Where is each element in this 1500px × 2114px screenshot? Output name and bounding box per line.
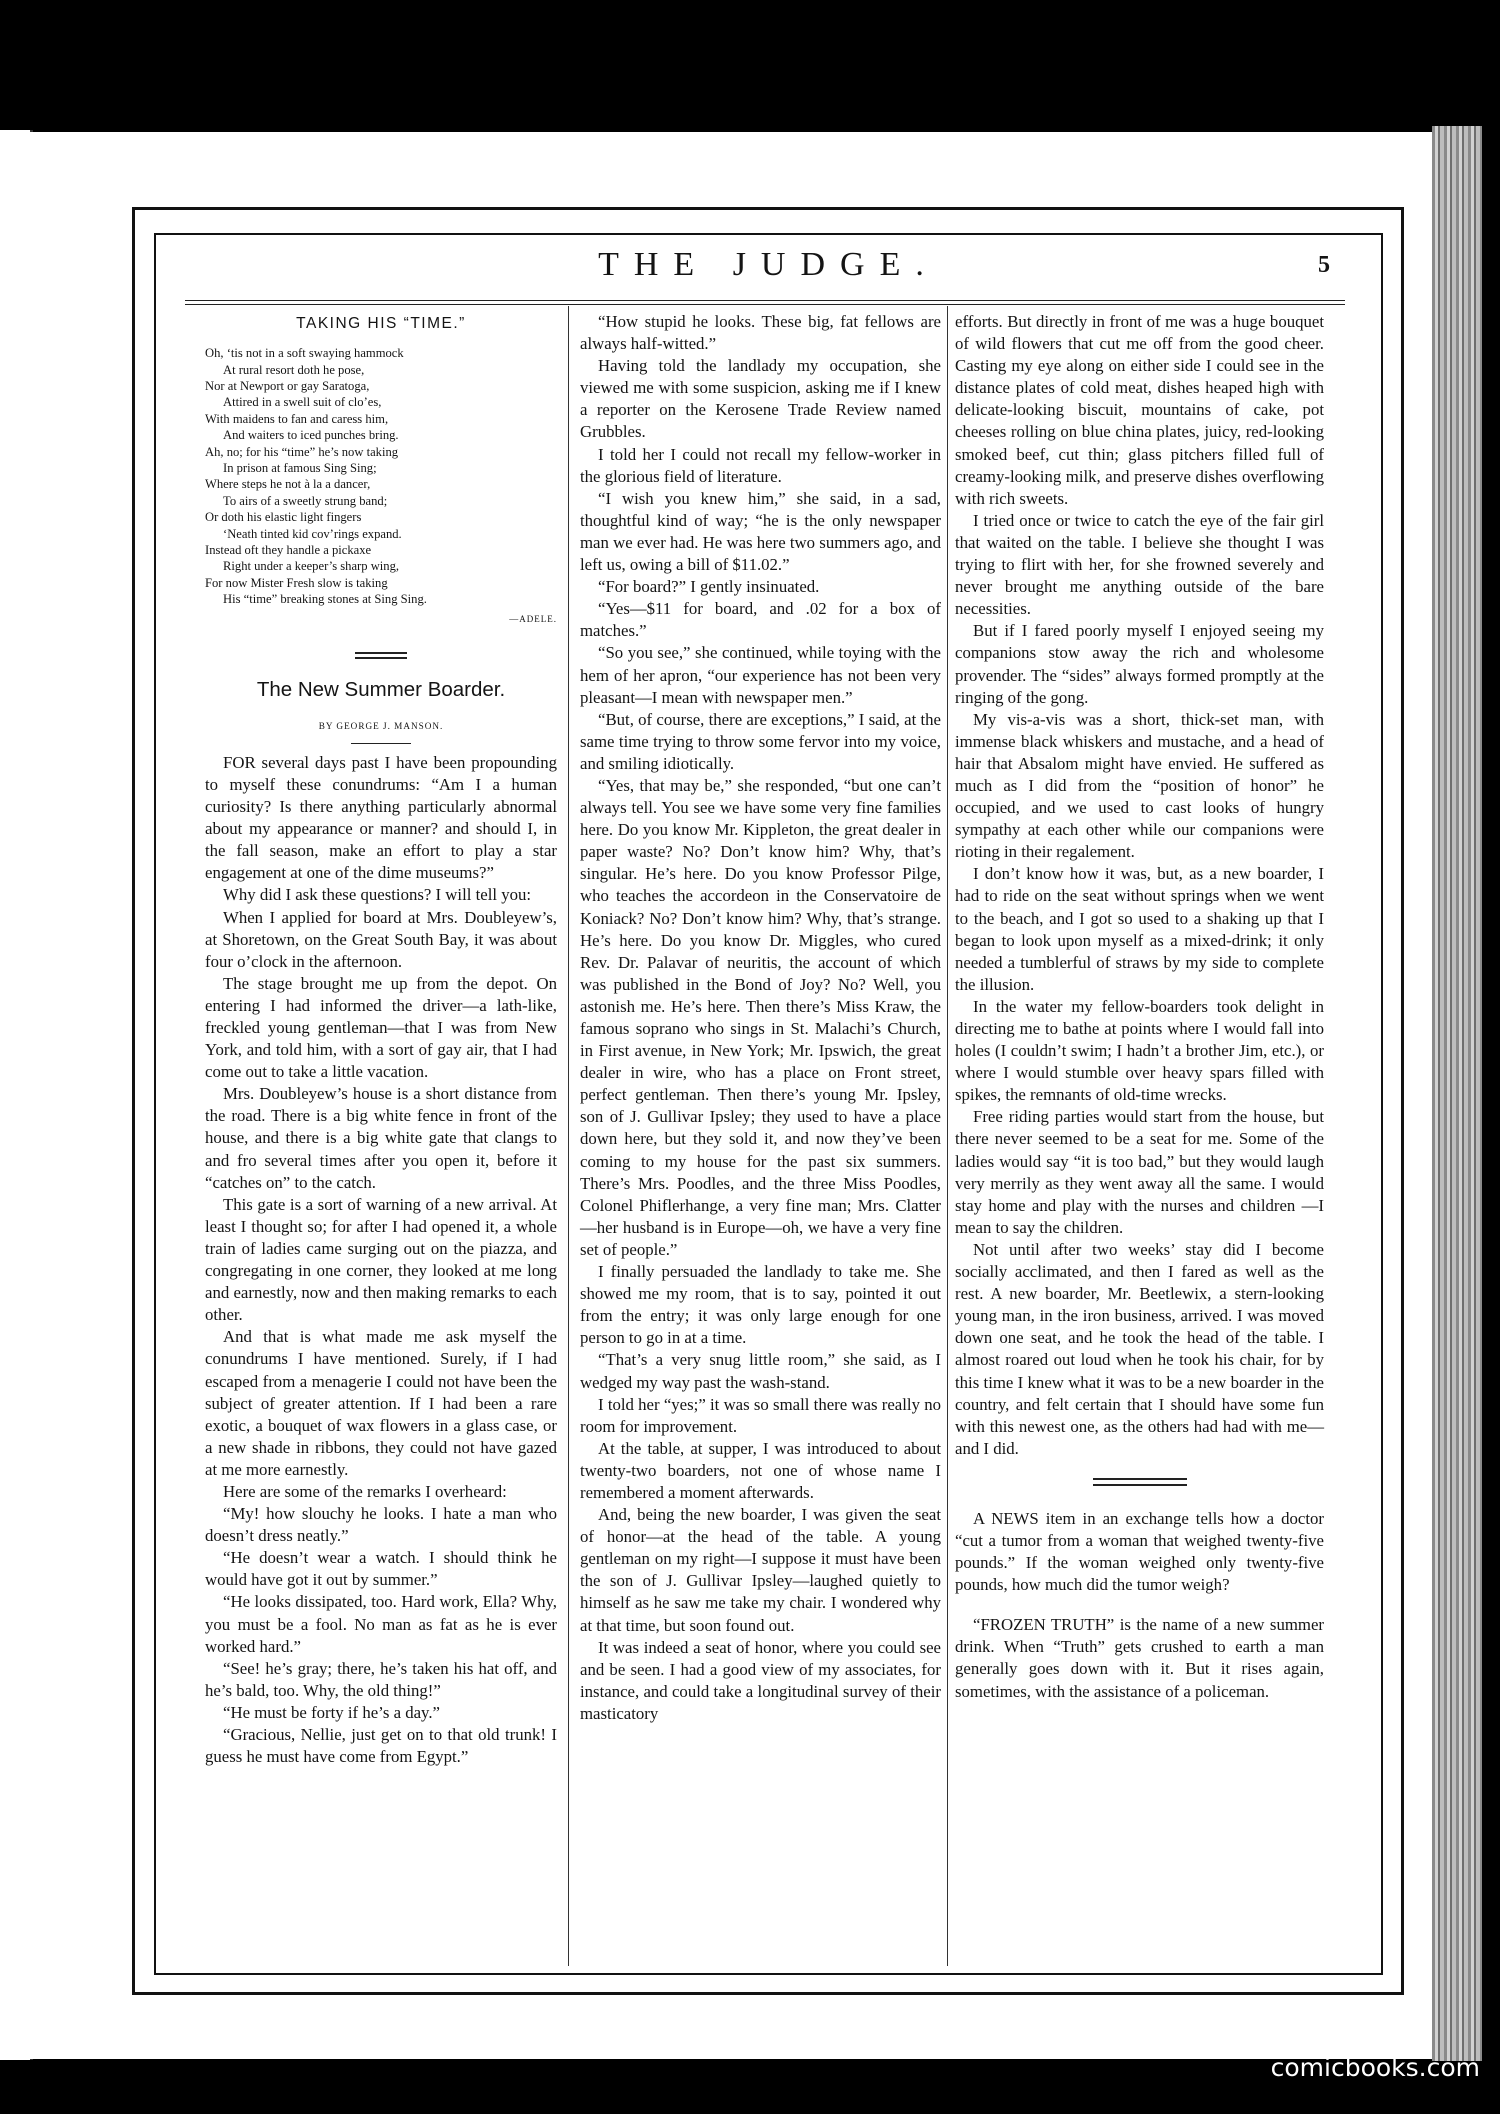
- article-paragraph: Having told the landlady my occupation, she viewed me with some suspicion, asking me if I knew a reporter on the Kerosene Trade Review named Grubbles.: [580, 356, 941, 442]
- article-paragraph: The stage brought me up from the depot. On entering I had informed the driver—a lath-like, freckled young gentleman—that I was from New York, and told him, with a sort of gay air, that I had come out to take a little vacation.: [205, 973, 557, 1082]
- poem-line: At rural resort doth he pose,: [223, 362, 365, 377]
- poem-line: For now Mister Fresh slow is taking: [205, 575, 388, 590]
- article-column-1: [205, 752, 557, 1768]
- article-paragraph: Mrs. Doubleyew’s house is a short distance from the road. There is a big white fence in front of the house, and there is a big white gate that clangs to and fro several times after you open it, before it “catches on” to the catch.: [205, 1084, 557, 1192]
- article-paragraph: And that is what made me ask myself the conundrums I have mentioned. Surely, if I had escaped from a menagerie I could not have been the subject of greater attention. If I had been a rare exotic, a bouquet of wax flowers in a glass case, or a new shade in ribbons, they could not have gazed at me more earnestly.: [205, 1327, 557, 1479]
- poem-line: To airs of a sweetly strung band;: [223, 493, 388, 508]
- article-paragraph: “But, of course, there are exceptions,” I said, at the same time trying to throw some fervor into my voice, and smiling idiotically.: [580, 709, 941, 773]
- article-paragraph: “Yes—$11 for board, and .02 for a box of matches.”: [580, 599, 941, 641]
- article-paragraph: “How stupid he looks. These big, fat fellows are always half-witted.”: [580, 312, 941, 354]
- book-edge: [1432, 126, 1482, 2061]
- news-item: A NEWS item in an exchange tells how a doctor “cut a tumor from a woman that weighed twenty-five pounds.” If the woman weighed only twenty-five pounds, how much did the tumor weigh?: [955, 1508, 1324, 1595]
- section-divider: [355, 652, 407, 659]
- article-paragraph: I told her I could not recall my fellow-worker in the glorious field of literature.: [580, 444, 941, 486]
- byline-rule: [351, 743, 411, 744]
- page-number: 5: [1318, 252, 1330, 278]
- poem-title: TAKING HIS “TIME.”: [296, 315, 466, 332]
- poem-line: Where steps he not à la a dancer,: [205, 477, 371, 492]
- frozen-truth-item: “FROZEN TRUTH” is the name of a new summer drink. When “Truth” gets crushed to earth a man generally goes down with it. But it rises again, sometimes, with the assistance of a policeman.: [955, 1615, 1324, 1701]
- header-rule-top: [185, 300, 1345, 301]
- poem-line: Oh, ‘tis not in a soft swaying hammock: [205, 346, 404, 361]
- article-paragraph: “For board?” I gently insinuated.: [598, 577, 820, 597]
- poem-line: Instead oft they handle a pickaxe: [205, 542, 372, 557]
- article-column-2: [580, 311, 941, 1725]
- article-paragraph: efforts. But directly in front of me was a huge bouquet of wild flowers that cut me off from the good cheer. Casting my eye along on either side I could see in the distance plates of cold meat, dishes heaped high with delicate-looking biscuit, mountains of cake, pot cheeses rolling on blue china plates, juicy, red-looking smoked beef, cut thin; glass pitchers filled full of creamy-looking milk, and preserve dishes overflowing with rich sweets.: [955, 312, 1324, 508]
- article-paragraph: “That’s a very snug little room,” she said, as I wedged my way past the wash-stand.: [580, 1350, 941, 1392]
- article-paragraph: Why did I ask these questions? I will tell you:: [223, 885, 532, 905]
- article-paragraph: My vis-a-vis was a short, thick-set man, with immense black whiskers and mustache, and a head of hair that Absalom might have envied. He suffered as much as I did from the “position of honor” he occupied, and we used to cast looks of hungry sympathy at each other while our companions were rioting in their regalement.: [955, 709, 1324, 862]
- masthead: THE JUDGE.: [598, 246, 939, 283]
- article-paragraph: In the water my fellow-boarders took delight in directing me to bathe at points where I would fall into holes (I couldn’t swim; I hadn’t a brother Jim, etc.), or where I would stumble over heavy spars filled with spikes, the remnants of old-time wrecks.: [955, 996, 1324, 1105]
- article-paragraph: I finally persuaded the landlady to take me. She showed me my room, that is to say, pointed it out from the entry; it was only large enough for one person to go in at a time.: [580, 1262, 941, 1348]
- article-column-3: [955, 311, 1324, 1460]
- poem-line: Right under a keeper’s sharp wing,: [223, 559, 400, 574]
- poem-line: In prison at famous Sing Sing;: [223, 460, 377, 475]
- article-paragraph: I don’t know how it was, but, as a new boarder, I had to ride on the seat without springs when we went to the beach, and I got so used to a shaking up that I began to look upon myself as a mixed-drink; it only needed a tumblerful of straws by my side to complete the illusion.: [955, 864, 1324, 994]
- column-1: [205, 311, 557, 1768]
- section-divider: [1093, 1478, 1187, 1486]
- column-rule-1: [568, 306, 569, 1966]
- article-paragraph: At the table, at supper, I was introduced to about twenty-two boarders, not one of whose name I remembered a moment afterwards.: [580, 1438, 941, 1502]
- poem-line: Attired in a swell suit of clo’es,: [223, 395, 382, 410]
- article-paragraph: Here are some of the remarks I overheard:: [223, 1481, 507, 1501]
- article-paragraph: “Gracious, Nellie, just get on to that old trunk! I guess he must have come from Egypt.”: [205, 1725, 557, 1767]
- poem-line: His “time” breaking stones at Sing Sing.: [223, 592, 427, 607]
- article-paragraph: Free riding parties would start from the house, but there never seemed to be a seat for me. Some of the ladies would say “it is too bad,” but they would laugh very merrily as they went away all the same. I would stay home and play with the nurses and children —I mean to say the children.: [955, 1107, 1324, 1237]
- article-paragraph: “He doesn’t wear a watch. I should think he would have got it out by summer.”: [205, 1548, 557, 1590]
- column-2: [580, 311, 941, 1725]
- article-paragraph: “Yes, that may be,” she responded, “but one can’t always tell. You see we have some very fine families here. Do you know Mr. Kippleton, the great dealer in paper waste? No? Don’t know him? Why, that’s singular. He’s here. Do you know Professor Pilge, who teaches the accordeon in the Conservatoire de Koniack? No? Don’t know him? Why, that’s strange. He’s here. Do you know Dr. Miggles, who cured Rev. Dr. Palavar of neuritis, the account of which was published in the Bond of Joy? No? Well, you astonish me. He’s here. Then there’s Miss Kraw, the famous soprano who sings in St. Malachi’s Church, in First avenue, in New York; Mr. Ipswich, the great dealer in wire, who has a place on Front street, perfect gentleman. Then there’s young Mr. Ipsley, son of J. Gullivar Ipsley; they used to have a place down here, but they sold it, and now they’ve been coming to my house for the past six summers. There’s Mrs. Poodles, and the three Miss Poodles, Colonel Phiflerhange, a very fine man; Mrs. Clatter—her husband is in Europe—oh, we have a very fine set of people.”: [580, 775, 941, 1259]
- article-paragraph: Not until after two weeks’ stay did I become socially acclimated, and then I fared as well as the rest. A new boarder, Mr. Beetlewix, a stern-looking young man, in the iron business, arrived. I was moved down one seat, and he took the head of the table. I almost roared out loud when he took his chair, for by this time I knew what it was to be a new boarder in the country, and felt certain that I should have some fun with this newest one, as the others had had with me—and I did.: [955, 1239, 1324, 1458]
- poem-line: With maidens to fan and caress him,: [205, 411, 389, 426]
- article-paragraph: “See! he’s gray; there, he’s taken his hat off, and he’s bald, too. Why, the old thing!”: [205, 1658, 557, 1700]
- article-paragraph: “I wish you knew him,” she said, in a sad, thoughtful kind of way; “he is the only newspaper man we ever had. He was here two summers ago, and left us, owing a bill of $11.02.”: [580, 488, 941, 575]
- article-paragraph: When I applied for board at Mrs. Doubleyew’s, at Shoretown, on the Great South Bay, it was about four o’clock in the afternoon.: [205, 907, 557, 971]
- article-title: The New Summer Boarder.: [256, 677, 506, 701]
- poem-line: Nor at Newport or gay Saratoga,: [205, 378, 370, 393]
- article-paragraph: This gate is a sort of warning of a new arrival. At least I thought so; for after I had opened it, a whole train of ladies came surging out on the piazza, and congregating in one corner, they looked at me long and earnestly, now and then making remarks to each other.: [205, 1194, 557, 1325]
- article-paragraph: “My! how slouchy he looks. I hate a man who doesn’t dress neatly.”: [205, 1504, 557, 1546]
- poem-line: Ah, no; for his “time” he’s now taking: [205, 444, 399, 459]
- poem-line: ‘Neath tinted kid cov’rings expand.: [223, 526, 402, 541]
- watermark: comicbooks.com: [1270, 2053, 1480, 2082]
- poem-signature: —ADELE.: [509, 613, 557, 624]
- article-paragraph: But if I fared poorly myself I enjoyed seeing my companions stow away the rich and wholesome provender. The “sides” always formed promptly at the ringing of the gong.: [955, 621, 1324, 707]
- header-rule-bottom: [185, 304, 1345, 305]
- column-rule-2: [947, 306, 948, 1966]
- article-paragraph: I told her “yes;” it was so small there was really no room for improvement.: [580, 1394, 941, 1436]
- article-paragraph: I tried once or twice to catch the eye of the fair girl that waited on the table. I believe she thought I was trying to flirt with her, for she frowned severely and never brought me anything outside of the bare necessities.: [955, 510, 1324, 619]
- article-paragraph: “So you see,” she continued, while toying with the hem of her apron, “our experience has not been very pleasant—I mean with newspaper men.”: [580, 643, 941, 707]
- article-paragraph: FOR several days past I have been propounding to myself these conundrums: “Am I a human curiosity? Is there anything particularly abnormal about my appearance or manner? and should I, in the fall season, make an effort to play a star engagement at one of the dime museums?”: [205, 752, 557, 883]
- poem-line: And waiters to iced punches bring.: [223, 428, 399, 443]
- article-paragraph: And, being the new boarder, I was given the seat of honor—at the head of the table. A young gentleman on my right—I suppose it must have been the son of J. Gullivar Ipsley—laughed quietly to himself as he saw me take my chair. I wondered why at that time, but soon found out.: [580, 1505, 941, 1635]
- article-paragraph: “He looks dissipated, too. Hard work, Ella? Why, you must be a fool. No man as fat as he is ever worked hard.”: [205, 1592, 557, 1656]
- poem: [205, 345, 557, 608]
- column-3: [955, 311, 1324, 1703]
- article-paragraph: It was indeed a seat of honor, where you could see and be seen. I had a good view of my associates, for instance, and could take a longitudinal survey of their masticatory: [580, 1637, 941, 1723]
- article-byline: BY GEORGE J. MANSON.: [318, 720, 444, 731]
- poem-line: Or doth his elastic light fingers: [205, 510, 362, 525]
- article-paragraph: “He must be forty if he’s a day.”: [223, 1702, 440, 1722]
